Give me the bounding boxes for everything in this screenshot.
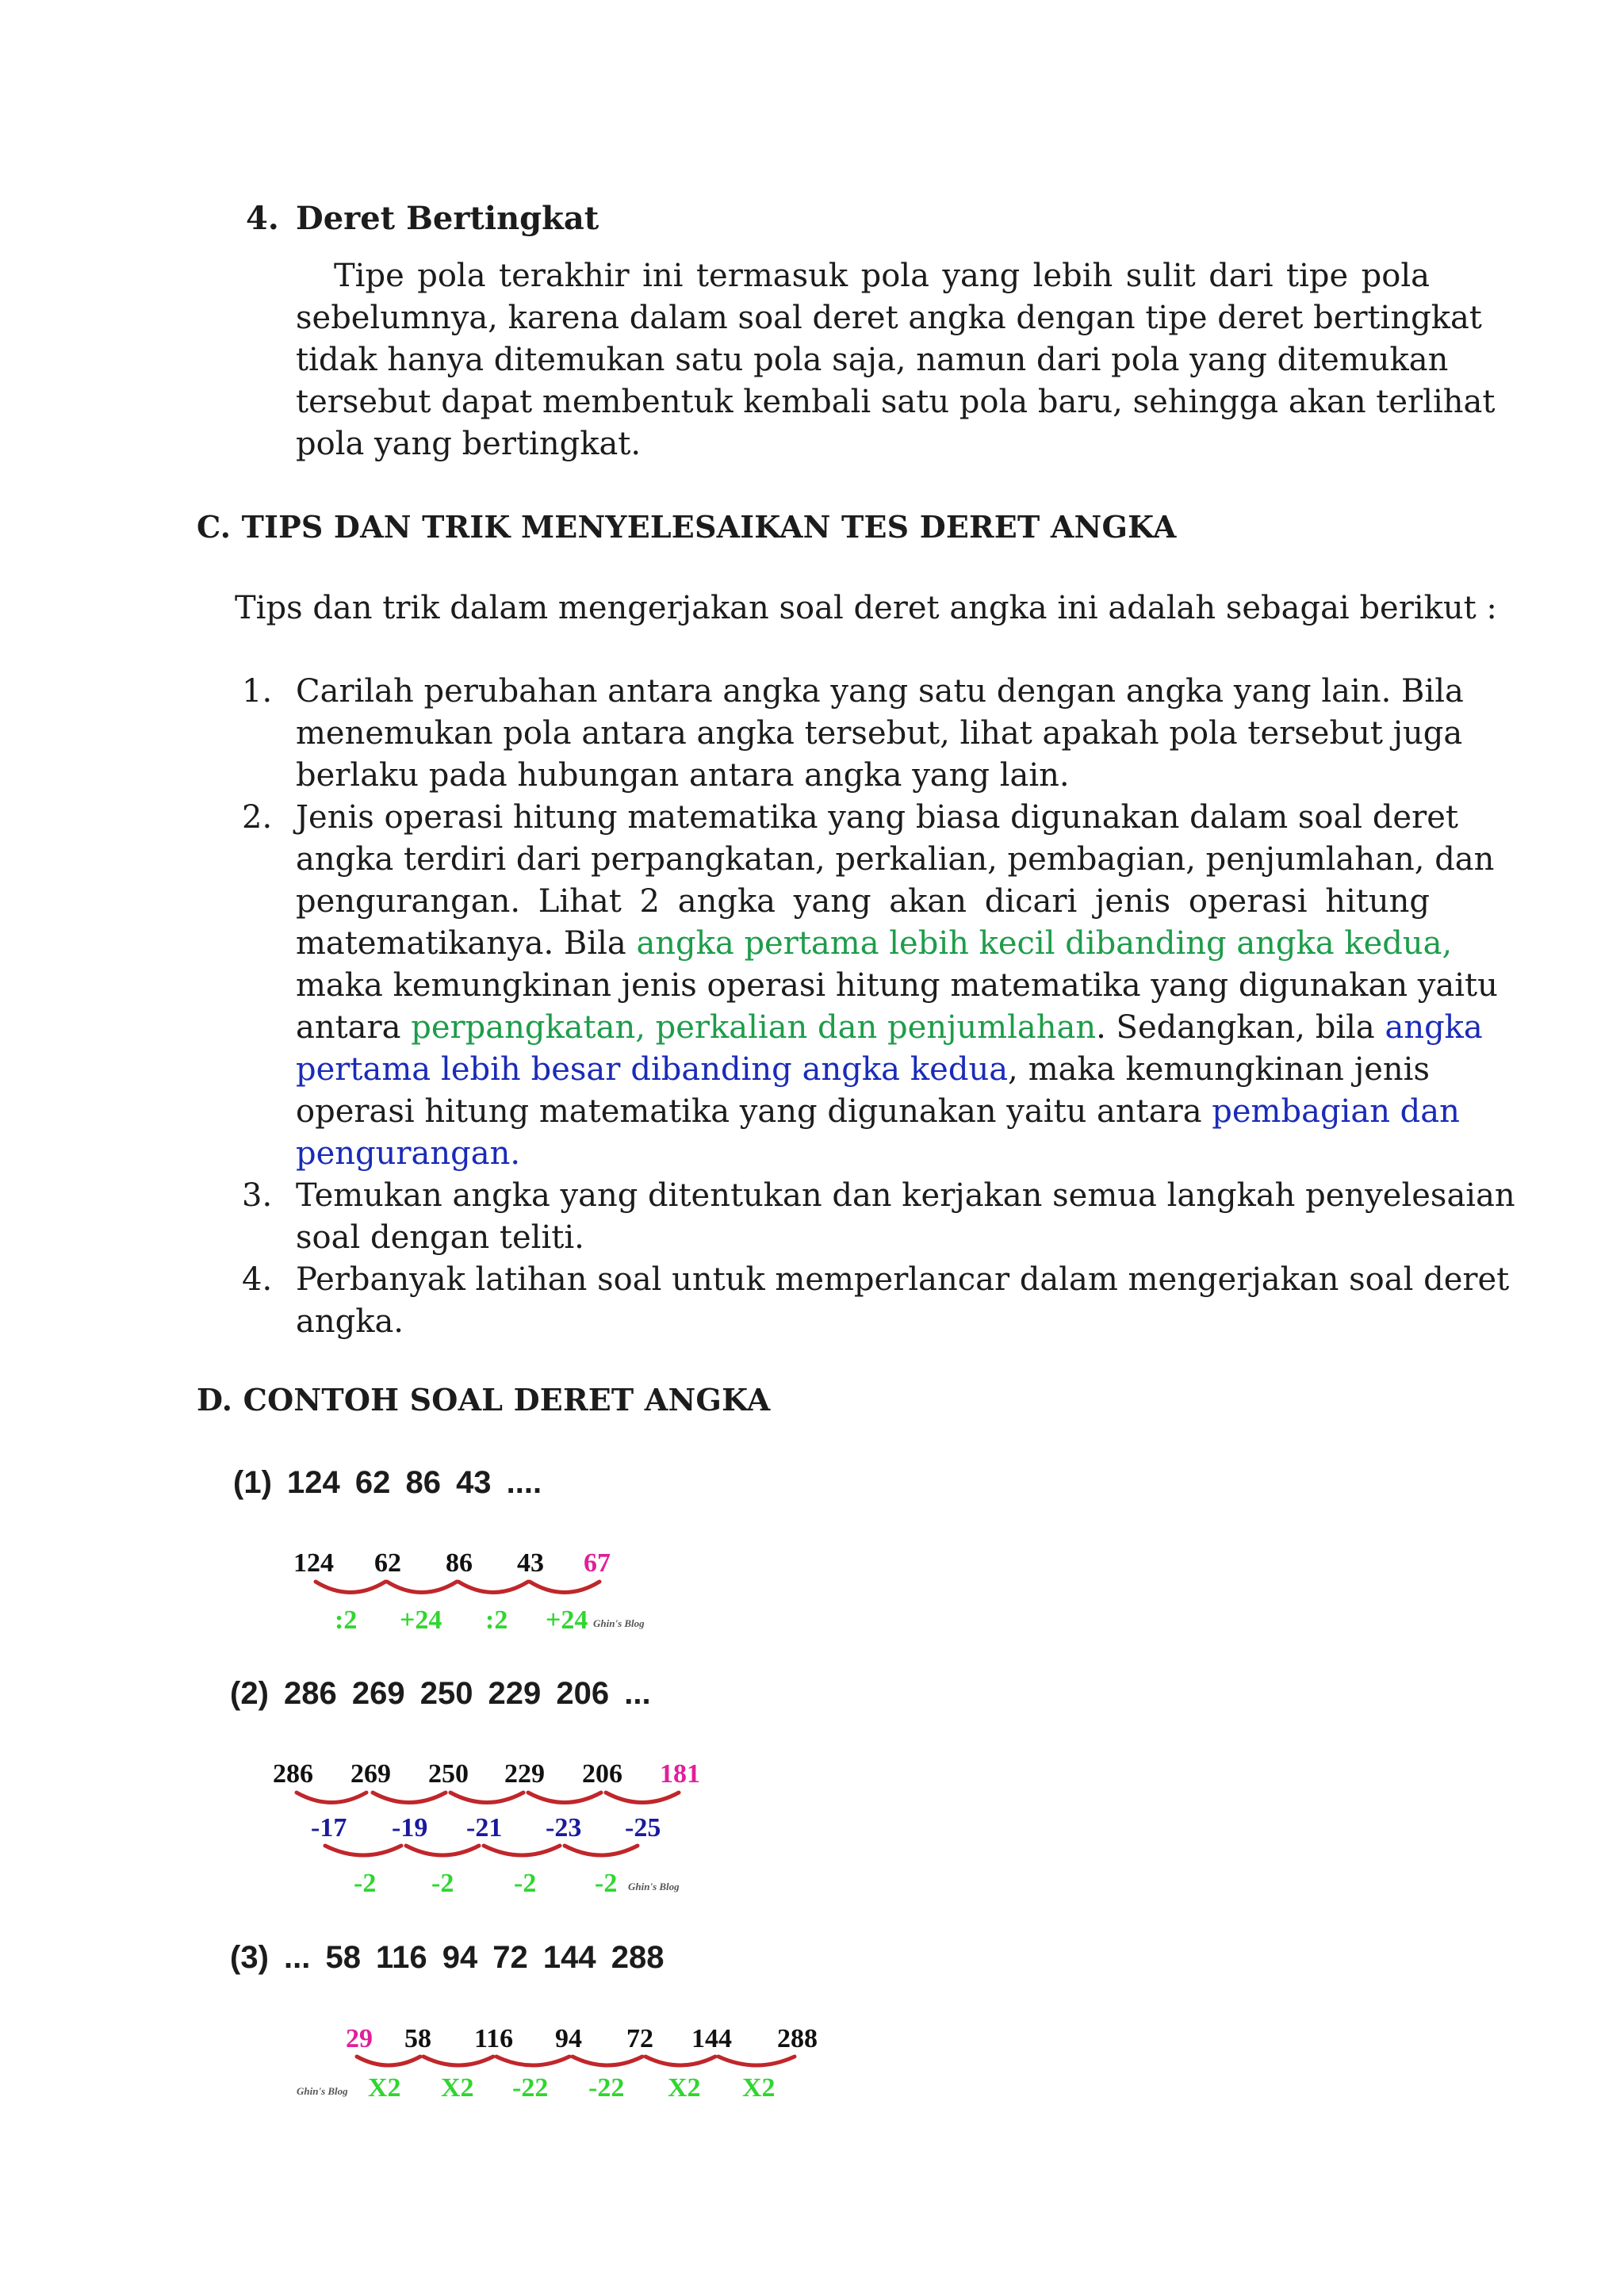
diagram-arc [606,1793,679,1803]
text-run: matematikanya. Bila [296,925,637,962]
diagram-arc [450,1793,523,1803]
diagram-number: 72 [626,2024,653,2053]
paragraph-line: tersebut dapat membentuk kembali satu pola baru, sehingga akan terlihat [296,384,1496,420]
question-3-diagram [285,2014,841,2117]
text-run: . Sedangkan, bila [1096,1009,1385,1046]
question-1-label: (1) 124 62 86 43 .... [233,1465,542,1500]
diagram-arc [387,1582,457,1593]
diagram-arc [565,1846,638,1855]
text-run: , maka kemungkinan jenis [1008,1051,1430,1088]
list-item [242,797,1498,1175]
diagram-arc [458,1582,528,1593]
diagram-number: 58 [404,2024,431,2053]
diagram-op: :2 [335,1605,358,1635]
diagram-op: X2 [368,2073,401,2103]
paragraph-line: Tipe pola terakhir ini termasuk pola yang lebih sulit dari tipe pola [334,258,1430,294]
diagram-op: -25 [625,1813,661,1843]
item-title: Deret Bertingkat [296,200,599,237]
list-item-line: soal dengan teliti. [296,1219,584,1256]
list-item [242,671,1464,797]
highlight-green: perpangkatan, perkalian dan penjumlahan [411,1009,1097,1046]
diagram-arc [528,1793,601,1803]
diagram-arc [423,2057,493,2065]
diagram-number: 116 [474,2024,514,2053]
diagram-arc [484,1846,560,1855]
paragraph-line: tidak hanya ditemukan satu pola saja, namun dari pola yang ditemukan [296,342,1449,378]
list-item-line: Carilah perubahan antara angka yang satu dengan angka yang lain. Bila [296,673,1464,710]
diagram-arc [573,2057,642,2065]
diagram-number: 229 [504,1759,545,1789]
diagram-op: +24 [400,1605,442,1635]
list-item [242,1259,1510,1343]
list-item-line [296,1007,1483,1049]
diagram-answer: 67 [584,1548,611,1578]
list-item-line: angka. [296,1303,404,1340]
diagram-op: -2 [514,1869,537,1898]
list-item-line: menemukan pola antara angka tersebut, lihat apakah pola tersebut juga [296,715,1463,752]
diagram-op: +24 [546,1605,588,1635]
diagram-arc [718,2057,795,2065]
diagram-op: -22 [588,2073,625,2103]
diagram-op: X2 [668,2073,701,2103]
text-run: operasi hitung matematika yang digunakan yaitu antara [296,1093,1212,1130]
diagram-number: 250 [428,1759,469,1789]
diagram-arc [406,1846,479,1855]
list-item-line [296,1091,1460,1133]
diagram-op: X2 [441,2073,474,2103]
diagram-op: -2 [595,1869,618,1898]
diagram-op: X2 [742,2073,776,2103]
item-paragraph [296,255,1496,465]
list-item-line: maka kemungkinan jenis operasi hitung matematika yang digunakan yaitu [296,967,1498,1004]
diagram-number: 62 [374,1548,401,1578]
tips-list [242,671,1515,1343]
diagram-arc [357,2057,420,2065]
list-item-line: berlaku pada hubungan antara angka yang lain. [296,757,1070,794]
list-item-number: 4. [242,1261,273,1298]
diagram-op: -19 [392,1813,428,1843]
section-c-intro: Tips dan trik dalam mengerjakan soal deret angka ini adalah sebagai berikut : [235,590,1497,626]
diagram-arc [316,1582,385,1593]
diagram-answer: 29 [346,2024,373,2053]
diagram-op: -17 [311,1813,347,1843]
highlight-blue: pertama lebih besar dibanding angka kedua [296,1051,1009,1088]
list-item [242,1175,1515,1259]
list-item-line: Temukan angka yang ditentukan dan kerjakan semua langkah penyelesaian [296,1177,1515,1214]
list-item-line [296,923,1453,965]
question-1-diagram [285,1538,666,1641]
diagram-op: -23 [546,1813,582,1843]
diagram-number: 288 [777,2024,818,2053]
diagram-number: 94 [555,2024,582,2053]
highlight-blue: pengurangan. [296,1135,521,1172]
diagram-answer: 181 [660,1759,700,1789]
highlight-green: angka pertama lebih kecil dibanding angka kedua, [636,925,1453,962]
diagram-number: 206 [582,1759,622,1789]
diagram-arc [645,2057,715,2065]
list-item-number: 1. [242,673,273,710]
diagram-op: -2 [354,1869,377,1898]
question-2-diagram [262,1749,722,1904]
paragraph-line: sebelumnya, karena dalam soal deret angka dengan tipe deret bertingkat [296,300,1482,336]
item-number: 4. [246,200,279,237]
diagram-op: :2 [485,1605,508,1635]
list-item-line: pengurangan. Lihat 2 angka yang akan dicari jenis operasi hitung [296,883,1430,920]
list-item-line [296,1133,1430,1175]
diagram-number: 124 [293,1548,334,1578]
watermark: Ghin's Blog [628,1881,680,1892]
diagram-op: -22 [512,2073,549,2103]
paragraph-line: pola yang bertingkat. [296,426,642,462]
diagram-arc [297,1793,366,1803]
list-item-line: angka terdiri dari perpangkatan, perkalian, pembagian, penjumlahan, dan [296,841,1495,878]
text-run: antara [296,1009,412,1046]
diagram-number: 269 [350,1759,391,1789]
diagram-arc [496,2057,569,2065]
diagram-op: -2 [431,1869,454,1898]
watermark: Ghin's Blog [593,1617,645,1629]
diagram-arc [530,1582,599,1593]
list-item-number: 3. [242,1177,273,1214]
list-item-number: 2. [242,799,273,836]
section-d-heading: D. CONTOH SOAL DERET ANGKA [197,1382,771,1418]
diagram-number: 86 [446,1548,473,1578]
diagram-number: 286 [273,1759,313,1789]
diagram-op: -21 [466,1813,503,1843]
diagram-number: 43 [517,1548,544,1578]
highlight-blue: angka [1385,1009,1483,1046]
list-item-line: Jenis operasi hitung matematika yang biasa digunakan dalam soal deret [296,799,1458,836]
diagram-arc [373,1793,446,1803]
diagram-arc [325,1846,401,1855]
question-3-label: (3) ... 58 116 94 72 144 288 [230,1940,665,1975]
watermark: Ghin's Blog [297,2085,348,2097]
list-item-line: Perbanyak latihan soal untuk memperlancar dalam mengerjakan soal deret [296,1261,1510,1298]
highlight-blue: pembagian dan [1212,1093,1460,1130]
list-item-line [296,1049,1430,1091]
section-c-heading: C. TIPS DAN TRIK MENYELESAIKAN TES DERET ANGKA [197,509,1177,545]
diagram-number: 144 [691,2024,732,2053]
question-2-label: (2) 286 269 250 229 206 ... [230,1676,651,1711]
